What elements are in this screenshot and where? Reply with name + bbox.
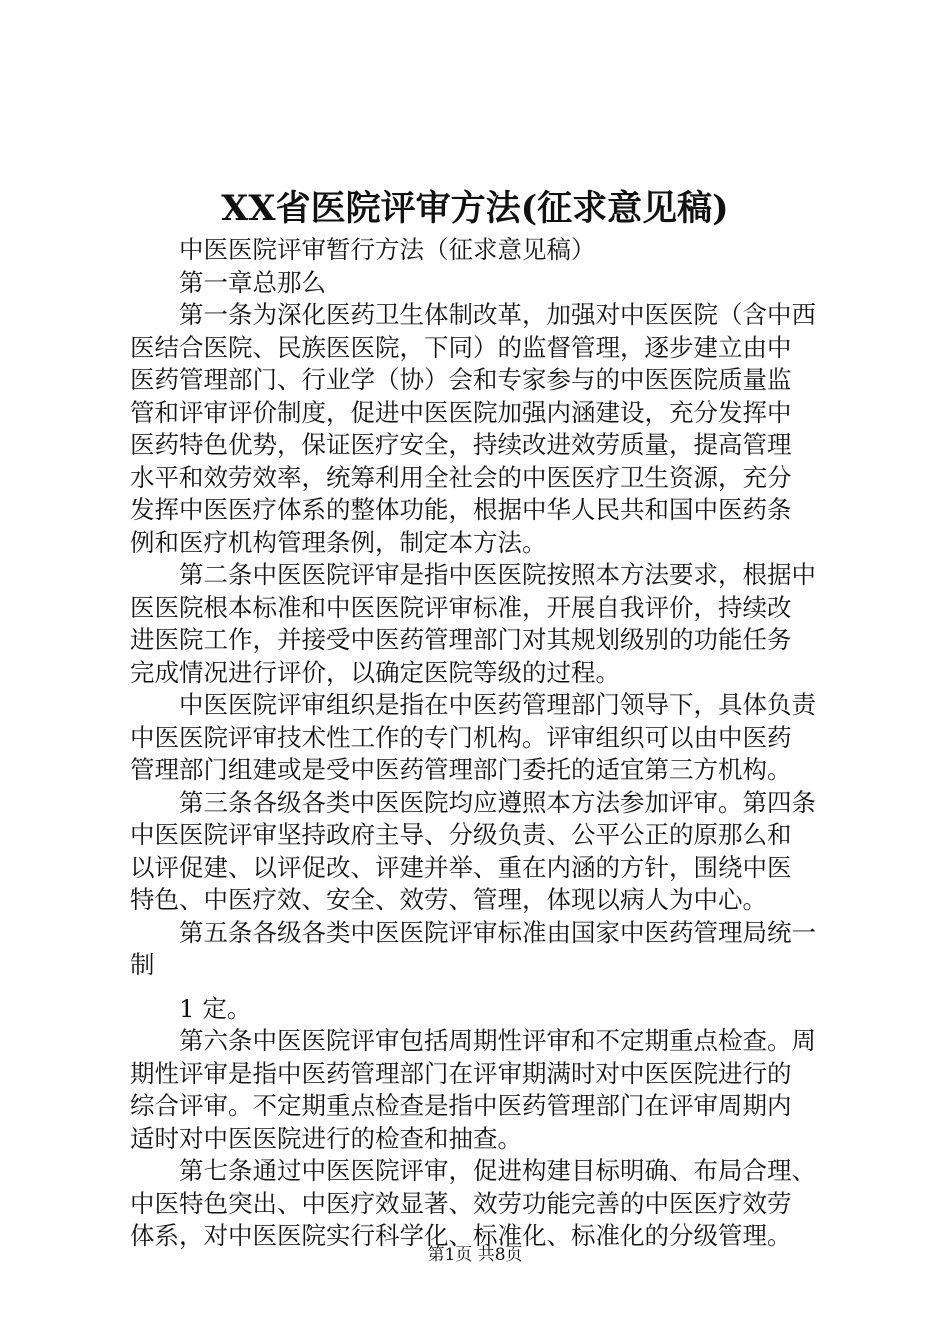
document-body: [130, 234, 830, 1253]
text-line: 第三条各级各类中医医院均应遵照本方法参加评审。第四条: [179, 787, 816, 817]
text-line: 特色、中医疗效、安全、效劳、管理，体现以病人为中心。: [130, 885, 767, 914]
text-line: 完成情况进行评价，以确定医院等级的过程。: [130, 657, 620, 687]
text-line: 适时对中医医院进行的检查和抽查。: [130, 1123, 522, 1153]
text-line: 中医医院评审坚持政府主导、分级负责、公平公正的原那么和: [130, 820, 792, 849]
text-line: 医药特色优势，保证医疗安全，持续改进效劳质量，提高管理: [130, 430, 792, 459]
text-line: 第一条为深化医药卫生体制改革，加强对中医医院（含中西: [179, 300, 816, 329]
text-line: 医药管理部门、行业学（协）会和专家参与的中医医院质量监: [130, 365, 792, 394]
text-line: 医医院根本标准和中医医院评审标准，开展自我评价，持续改: [130, 592, 792, 622]
text-line: 以评促建、以评促改、评建并举、重在内涵的方针，围绕中医: [130, 852, 792, 882]
text-line: 例和医疗机构管理条例，制定本方法。: [130, 527, 547, 557]
text-line: 第一章总那么: [179, 267, 326, 297]
text-line: 医结合医院、民族医医院，下同）的监督管理，逐步建立由中: [130, 332, 792, 362]
text-line: 期性评审是指中医药管理部门在评审期满时对中医医院进行的: [130, 1058, 792, 1088]
text-line: 第七条通过中医医院评审，促进构建目标明确、布局合理、: [179, 1156, 816, 1185]
text-line: 进医院工作，并接受中医药管理部门对其规划级别的功能任务: [130, 625, 792, 654]
text-line: 中医特色突出、中医疗效显著、效劳功能完善的中医医疗效劳: [130, 1188, 792, 1218]
page-footer: 第1页 共8页: [427, 1245, 523, 1265]
text-line: 水平和效劳效率，统筹利用全社会的中医医疗卫生资源，充分: [130, 462, 792, 492]
text-line: 1 定。: [179, 993, 252, 1023]
text-line: 中医医院评审组织是指在中医药管理部门领导下，具体负责: [179, 690, 816, 719]
text-line: 综合评审。不定期重点检查是指中医药管理部门在评审周期内: [130, 1091, 792, 1120]
text-line: 管和评审评价制度，促进中医医院加强内涵建设，充分发挥中: [130, 397, 792, 427]
text-line: 中医医院评审技术性工作的专门机构。评审组织可以由中医药: [130, 722, 792, 752]
document-title: XX省医院评审方法(征求意见稿): [221, 188, 729, 229]
text-line: 制: [130, 950, 155, 979]
text-line: 体系，对中医医院实行科学化、标准化、标准化的分级管理。: [130, 1221, 792, 1250]
text-line: 管理部门组建或是受中医药管理部门委托的适宜第三方机构。: [130, 755, 792, 784]
text-line: 第二条中医医院评审是指中医医院按照本方法要求，根据中: [179, 560, 816, 589]
text-line: 发挥中医医疗体系的整体功能，根据中华人民共和国中医药条: [130, 495, 792, 524]
text-line: 第五条各级各类中医医院评审标准由国家中医药管理局统一: [179, 917, 816, 947]
text-line: 第六条中医医院评审包括周期性评审和不定期重点检查。周: [179, 1026, 816, 1055]
text-line: 中医医院评审暂行方法（征求意见稿）: [179, 235, 596, 264]
